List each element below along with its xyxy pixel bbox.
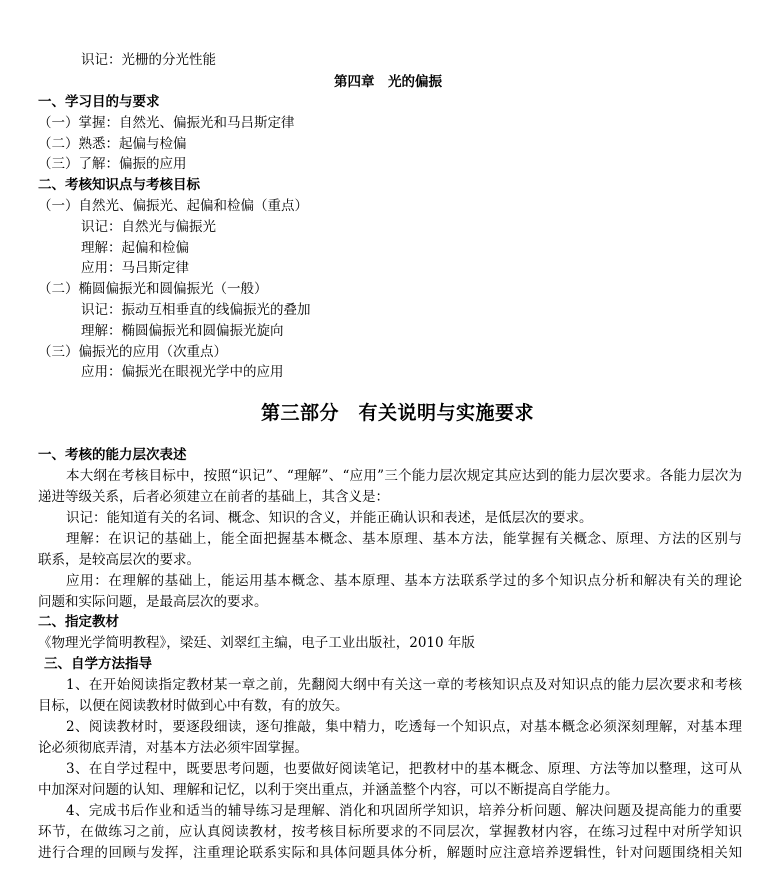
- paragraph-line: 联系，是较高层次的要求。: [38, 552, 200, 568]
- paragraph-line: 中加深对问题的认知、理解和记忆，以利于突出重点，并涵盖整个内容，可以不断提高自学能力。: [38, 782, 619, 798]
- section-heading: 二、指定教材: [38, 614, 119, 630]
- list-item: 理解：起偏和检偏: [81, 240, 189, 256]
- list-item: 识记：自然光与偏振光: [81, 219, 216, 235]
- section-heading: 一、学习目的与要求: [38, 94, 160, 110]
- list-item: （二）熟悉：起偏与检偏: [38, 136, 187, 152]
- list-item: （一）掌握：自然光、偏振光和马吕斯定律: [38, 115, 295, 131]
- list-item: 识记：振动互相垂直的线偏振光的叠加: [81, 302, 311, 318]
- list-item: （三）了解：偏振的应用: [38, 156, 187, 172]
- subsection-heading: （一）自然光、偏振光、起偏和检偏（重点）: [38, 198, 308, 214]
- textbook-citation: 《物理光学简明教程》，梁廷、刘翠红主编，电子工业出版社，2010 年版: [38, 635, 475, 651]
- paragraph-line: 3、在自学过程中，既要思考问题，也要做好阅读笔记，把教材中的基本概念、原理、方法等加以整理，这可从: [66, 761, 742, 777]
- paragraph-line: 理解：在识记的基础上，能全面把握基本概念、基本原理、基本方法，能掌握有关概念、原理、方法的区别与: [66, 531, 742, 547]
- paragraph-line: 本大纲在考核目标中，按照“识记”、“理解”、“应用”三个能力层次规定其应达到的能力层次要求。各能力层次为: [66, 468, 742, 484]
- paragraph-line: 识记：能知道有关的名词、概念、知识的含义，并能正确认识和表述，是低层次的要求。: [66, 510, 593, 526]
- part-title: 第三部分 有关说明与实施要求: [261, 402, 535, 424]
- paragraph-line: 目标，以便在阅读教材时做到心中有数，有的放矢。: [38, 698, 349, 714]
- chapter-title: 第四章 光的偏振: [334, 74, 442, 90]
- paragraph-line: 应用：在理解的基础上，能运用基本概念、基本原理、基本方法联系学过的多个知识点分析和解决有关的理论: [66, 573, 742, 589]
- paragraph-line: 论必须彻底弄清，对基本方法必须牢固掌握。: [38, 740, 308, 756]
- paragraph-line: 1、在开始阅读指定教材某一章之前，先翻阅大纲中有关这一章的考核知识点及对知识点的能力层次要求和考核: [66, 677, 742, 693]
- section-heading: 一、考核的能力层次表述: [38, 447, 187, 463]
- paragraph-line: 进行合理的回顾与发挥，注重理论联系实际和具体问题具体分析，解题时应注意培养逻辑性，针对问题围绕相关知: [38, 845, 742, 861]
- list-item: 应用：马吕斯定律: [81, 260, 189, 276]
- subsection-heading: （三）偏振光的应用（次重点）: [38, 344, 227, 360]
- paragraph-line: 递进等级关系，后者必须建立在前者的基础上，其含义是：: [38, 489, 389, 505]
- text-line: 识记：光栅的分光性能: [81, 52, 216, 68]
- subsection-heading: （二）椭圆偏振光和圆偏振光（一般）: [38, 281, 268, 297]
- paragraph-line: 问题和实际问题，是最高层次的要求。: [38, 594, 268, 610]
- list-item: 应用：偏振光在眼视光学中的应用: [81, 364, 284, 380]
- paragraph-line: 4、完成书后作业和适当的辅导练习是理解、消化和巩固所学知识，培养分析问题、解决问题及提高能力的重要: [66, 803, 742, 819]
- paragraph-line: 2、阅读教材时，要逐段细读，逐句推敲，集中精力，吃透每一个知识点，对基本概念必须深刻理解，对基本理: [66, 719, 742, 735]
- paragraph-line: 环节，在做练习之前，应认真阅读教材，按考核目标所要求的不同层次，掌握教材内容，在练习过程中对所学知识: [38, 824, 742, 840]
- section-heading: 二、考核知识点与考核目标: [38, 177, 200, 193]
- section-heading: 三、自学方法指导: [44, 656, 152, 672]
- list-item: 理解：椭圆偏振光和圆偏振光旋向: [81, 323, 284, 339]
